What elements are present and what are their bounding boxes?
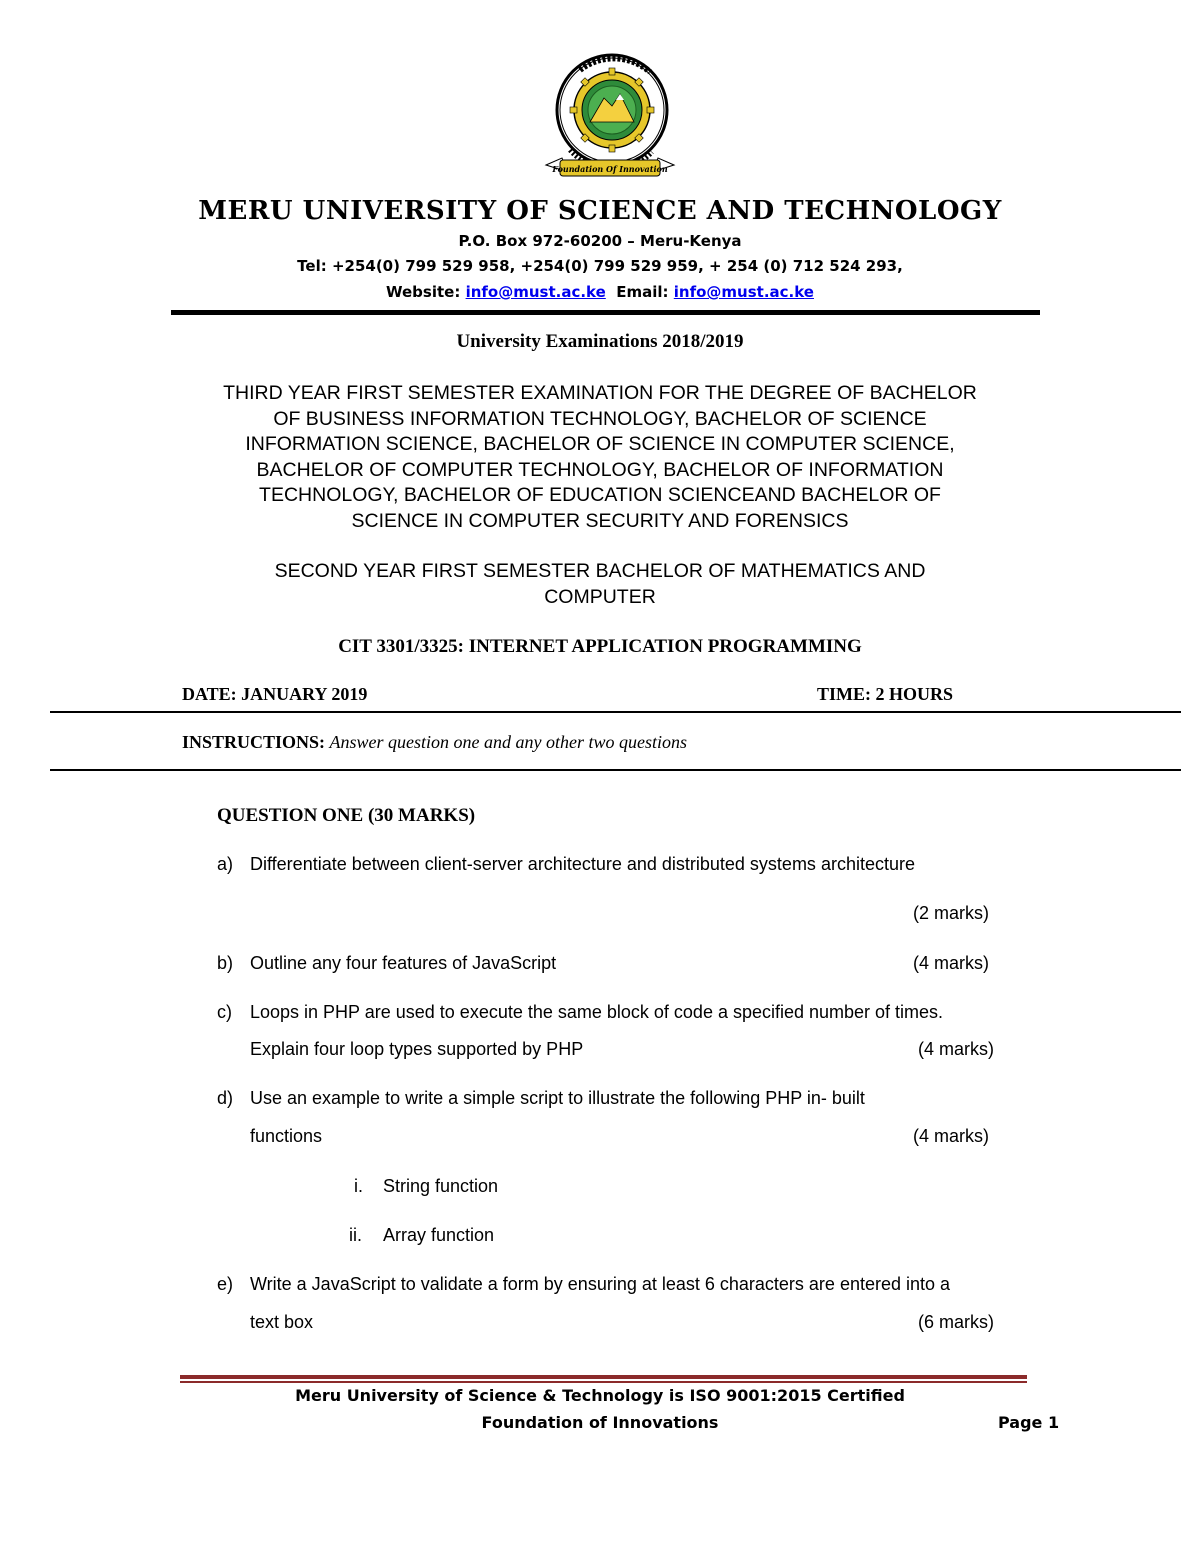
degree-line: TECHNOLOGY, BACHELOR OF EDUCATION SCIENCEAND BACHELOR OF — [259, 484, 941, 506]
question-e-text: Write a JavaScript to validate a form by ensuring at least 6 characters are entered into a — [250, 1274, 951, 1294]
question-a-text: Differentiate between client-server architecture and distributed systems architecture — [250, 854, 915, 874]
degree-block — [0, 381, 1200, 534]
question-b-marks: (4 marks) — [913, 953, 989, 973]
telephone: Tel: +254(0) 799 529 958, +254(0) 799 529 959, + 254 (0) 712 524 293, — [297, 257, 903, 275]
sub-item-number: ii. — [349, 1225, 362, 1245]
email-link[interactable]: info@must.ac.ke — [673, 283, 814, 301]
address: P.O. Box 972-60200 – Meru-Kenya — [458, 232, 742, 250]
footer-divider — [180, 1375, 1027, 1379]
degree-line: BACHELOR OF COMPUTER TECHNOLOGY, BACHELOR OF INFORMATION — [256, 458, 944, 481]
degree-line: INFORMATION SCIENCE, BACHELOR OF SCIENCE IN COMPUTER SCIENCE, — [245, 433, 955, 455]
question-d-marks: (4 marks) — [913, 1126, 989, 1146]
exam-date: DATE: JANUARY 2019 — [182, 684, 368, 704]
question-e-text-2: text box — [250, 1312, 314, 1332]
question-one-title: QUESTION ONE (30 MARKS) — [217, 805, 476, 826]
footer-divider-thin — [180, 1381, 1027, 1383]
question-e-marks: (6 marks) — [918, 1312, 994, 1332]
question-c-text: Loops in PHP are used to execute the same block of code a specified number of times. — [250, 1002, 944, 1022]
question-c-text-2: Explain four loop types supported by PHP — [250, 1039, 584, 1059]
logo-motto: Foundation Of Innovation — [552, 164, 668, 174]
question-d-text: Use an example to write a simple script to illustrate the following PHP in- built — [250, 1088, 865, 1108]
second-year-block — [0, 559, 1200, 610]
question-c-letter: c) — [217, 1002, 232, 1022]
sub-item-number: i. — [354, 1176, 363, 1196]
question-b-text: Outline any four features of JavaScript — [250, 953, 557, 973]
logo-emblem — [540, 40, 680, 190]
question-d-letter: d) — [217, 1088, 234, 1108]
sub-item-text: String function — [383, 1176, 499, 1196]
footer-motto: Foundation of Innovations — [481, 1413, 719, 1432]
exam-time: TIME: 2 HOURS — [817, 684, 954, 704]
exam-title: University Examinations 2018/2019 — [456, 331, 744, 352]
question-a-letter: a) — [217, 854, 234, 874]
question-b-letter: b) — [217, 953, 234, 973]
website-label: Website: — [386, 283, 461, 301]
instructions-label: INSTRUCTIONS: — [182, 732, 326, 752]
page-number: Page 1 — [998, 1413, 1060, 1432]
university-name: MERU UNIVERSITY OF SCIENCE AND TECHNOLOGY — [198, 196, 1002, 226]
second-line: COMPUTER — [544, 585, 656, 608]
question-a-marks: (2 marks) — [913, 903, 989, 923]
question-c-marks: (4 marks) — [918, 1039, 994, 1059]
email-label: Email: — [616, 283, 669, 301]
second-line: SECOND YEAR FIRST SEMESTER BACHELOR OF MATHEMATICS AND — [274, 560, 926, 582]
contact-line — [0, 283, 1200, 301]
instructions-text: Answer question one and any other two questions — [329, 732, 688, 752]
question-d-text-2: functions — [250, 1126, 323, 1146]
date-divider — [50, 711, 1181, 713]
degree-line: SCIENCE IN COMPUTER SECURITY AND FORENSICS — [351, 509, 849, 532]
degree-line: OF BUSINESS INFORMATION TECHNOLOGY, BACHELOR OF SCIENCE — [273, 407, 927, 430]
university-logo — [540, 40, 680, 190]
degree-line: THIRD YEAR FIRST SEMESTER EXAMINATION FOR THE DEGREE OF BACHELOR — [223, 382, 977, 404]
footer-certification: Meru University of Science & Technology is ISO 9001:2015 Certified — [295, 1386, 905, 1405]
question-e-letter: e) — [217, 1274, 234, 1294]
sub-item-text: Array function — [383, 1225, 495, 1245]
course-title: CIT 3301/3325: INTERNET APPLICATION PROGRAMMING — [338, 636, 862, 657]
header-divider — [171, 310, 1040, 315]
website-link[interactable]: info@must.ac.ke — [465, 283, 606, 301]
instructions — [182, 732, 687, 753]
instructions-divider — [50, 769, 1181, 771]
